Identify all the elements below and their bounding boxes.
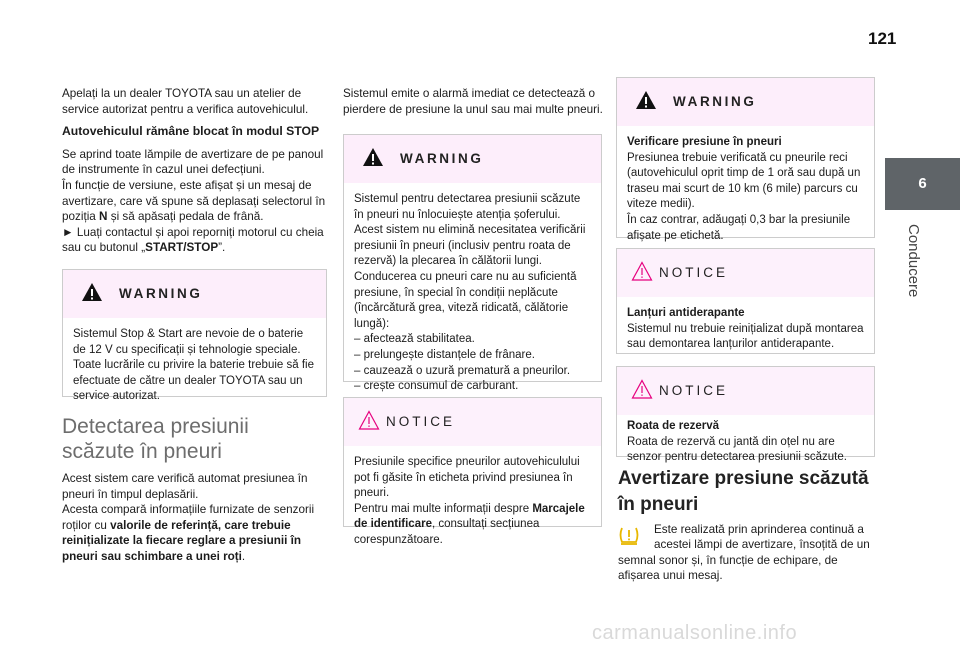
col2-notice-box [343,397,602,546]
col1-section-text [62,471,330,565]
col1-warning-header [63,270,326,318]
warning-icon [635,90,657,110]
col1-warning-box [62,269,327,403]
col3-notice1-text: Sistemul nu trebuie reinițializat după montarea sau demontarea lanțurilor antiderapante. [627,322,864,351]
col3-final-text: acestei lămpi de avertizare, însoțită de un semnal sonor și, în funcție de echipare, de afișarea unui mesaj. [618,538,870,583]
col2-warning-header [344,135,601,183]
col3-warning-p2: În caz contrar, adăugați 0,3 bar la presiunile afișate pe etichetă. [627,213,851,242]
col2-notice-p1: Presiunile specifice pneurilor autovehiculului pot fi găsite în eticheta privind presiunea în pneuri. [354,456,580,500]
col3-notice1-title: NOTICE [659,265,729,280]
col1-p2a: În funcție de versiune, este afișat și un mesaj de avertizare, care vă spune să deplasați selectorul în poziția [62,178,326,224]
col2-warning-line: – afectează stabilitatea. [354,333,475,346]
col2-notice-p2 [354,502,591,549]
col1-p2c: și să apăsați pedala de frână. [107,210,264,224]
warning-icon [81,282,103,302]
warning-icon [362,147,384,167]
col2-warning-line: Acest sistem nu elimină necesitatea verificării presiunii în pneuri (inclusiv pentru roata de rezervă) la plecarea în călătorii lungi. [354,224,586,268]
col2-warning-body [344,183,601,403]
col3-warning-header [617,78,874,126]
col3-warning-body [617,126,874,252]
col3-heading-line2: în pneuri [618,494,699,515]
section-title-line2: scăzute în pneuri [62,440,222,463]
col2-notice-header [344,398,601,446]
column-2 [343,86,605,117]
section-title-line1: Detectarea presiunii [62,415,249,438]
col1-p2b: N [99,210,108,224]
col1-p3 [62,225,330,256]
col1-s2c: . [241,549,246,563]
col2-notice-p2b: Marcajele de identificare [354,502,585,531]
col3-notice2-subtitle: Roata de rezervă [627,420,720,432]
chapter-tab[interactable] [885,158,960,210]
column-1 [62,86,330,256]
col2-notice-title: NOTICE [386,414,456,429]
col1-p1: Se aprind toate lămpile de avertizare de pe panoul de instrumente în cazul unei defecțiuni. [62,147,324,177]
chapter-label: Conducere [905,224,922,298]
col3-notice2-header [617,367,874,415]
col1-s1: Acest sistem care verifică automat presiunea în pneuri în timpul deplasării. [62,472,308,501]
page-number: 121 [868,29,897,48]
col2-intro: Sistemul emite o alarmă imediat ce detectează o pierdere de presiune la unul sau mai multe pneuri. [343,87,603,116]
col3-warning-title: WARNING [673,94,757,109]
notice-icon [631,261,653,281]
col3-notice2-text: Roata de rezervă cu jantă din oțel nu are senzor pentru detectarea presiunii scăzute. [627,435,847,464]
col2-warning-line: – cauzează o uzură prematură a pneurilor. [354,364,571,377]
col2-warning-line: Conducerea cu pneuri care nu au suficientă presiune, în special în condiții neplăcute (încărcătură grea, viteză ridicată, călătorie lungă): [354,270,577,330]
col3-notice1-header [617,249,874,297]
col3-notice2-body [617,415,874,474]
col2-warning-line: Sistemul pentru detectarea presiunii scăzute în pneuri nu înlocuiește atenția șoferului. [354,193,581,221]
col1-intro: Apelați la un dealer TOYOTA sau un atelier de service autorizat pentru a verifica autovehiculul. [62,87,309,116]
col3-heading-line1: Avertizare presiune scăzută [618,468,869,489]
col1-subheading: Autovehiculul rămâne blocat în modul STOP [62,124,320,139]
col3-notice1-subtitle: Lanțuri antiderapante [627,307,745,319]
notice-icon [358,410,380,430]
col1-p2 [62,178,330,225]
col1-p3a: ► Luați contactul și apoi reporniți motorul cu cheia sau cu butonul „ [62,225,324,255]
col3-warning-p1: Presiunea trebuie verificată cu pneurile reci (autovehiculul oprit timp de 1 oră sau după un traseu mai scurt de 10 km (6 mile) parcurs cu viteze medii). [627,151,861,211]
col2-warning-title: WARNING [400,151,484,166]
watermark: carmanualsonline.info [592,622,798,644]
col3-notice1-box [616,248,875,354]
col2-warning-line: – crește consumul de carburant. [354,380,519,393]
col3-warning-box [616,77,875,242]
col1-s2a: Acesta compară informațiile furnizate de senzorii roților cu [62,503,315,532]
col2-warning-line: – prelungește distanțele de frânare. [354,348,535,361]
col3-warning-subtitle: Verificare presiune în pneuri [627,136,782,148]
col3-notice2-title: NOTICE [659,383,729,398]
col3-final-line1: Este realizată prin aprinderea continuă a [654,523,864,536]
col1-warning-body: Sistemul Stop & Start are nevoie de o baterie de 12 V cu specificații și tehnologie speciale. Toate lucrările cu privire la baterie trebuie să fie efectuate de către un dealer TOYOTA sau un service autorizat. [73,328,314,403]
col1-s2b: valorile de referință, care trebuie reinițializate la fiecare reglare a presiunii în pneuri sau schimbare a unei roți [62,518,302,563]
col2-warning-box [343,134,602,393]
chapter-number: 6 [918,175,927,192]
col1-warning-title: WARNING [119,286,203,301]
notice-icon [631,379,653,399]
col1-p3c: ”. [218,241,226,255]
col1-p3b: START/STOP [145,241,219,255]
col1-s2 [62,502,330,564]
col3-notice2-box [616,366,875,464]
col2-notice-p2a: Pentru mai multe informații despre [354,502,533,515]
col3-notice1-body [617,297,874,361]
col2-notice-body [344,446,601,557]
col2-notice-p2c: , consultați secțiunea corespunzătoare. [354,518,540,546]
